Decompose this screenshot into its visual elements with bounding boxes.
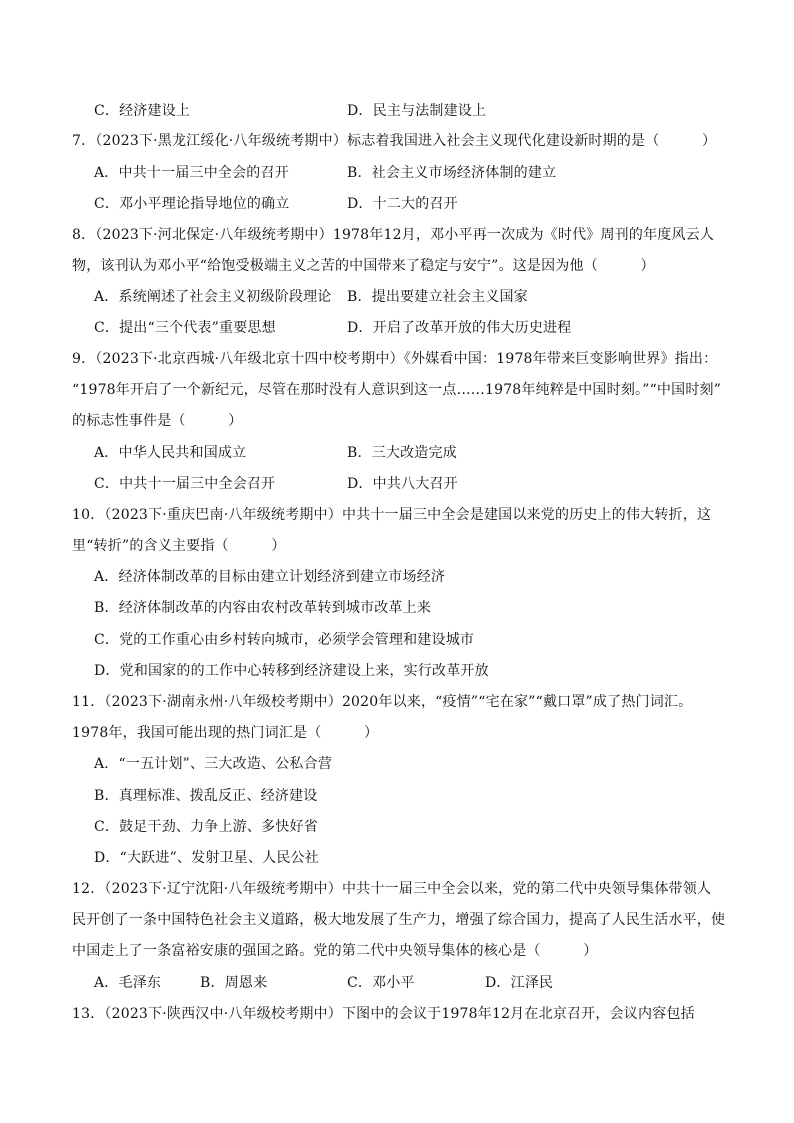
question-7-option-b: B．社会主义市场经济体制的建立 [347,165,557,181]
question-10-option-a: A．经济体制改革的目标由建立计划经济到建立市场经济 [94,569,446,585]
question-11-stem-line-1: 11．（2023下·湖南永州·八年级校考期中）2020年以来，“疫情”“宅在家”“戴口罩”成了热门词汇。 [72,694,693,710]
question-10-stem-line-1: 10．（2023下·重庆巴南·八年级统考期中）中共十一届三中全会是建国以来党的历史上的伟大转折，这 [72,507,712,523]
question-10-stem-line-2: 里“转折”的含义主要指（ ） [72,538,286,554]
prev-option-d: D．民主与法制建设上 [347,103,487,119]
question-8-stem-line-1: 8．（2023下·河北保定·八年级统考期中）1978年12月，邓小平再一次成为《时代》周刊的年度风云人 [72,227,715,243]
question-8-option-c: C．提出“三个代表”重要思想 [94,320,276,336]
question-9-option-d: D．中共八大召开 [347,476,458,492]
question-7-option-d: D．十二大的召开 [347,196,458,212]
question-10-option-d: D．党和国家的的工作中心转移到经济建设上来，实行改革开放 [94,663,489,679]
question-7-stem: 7．（2023下·黑龙江绥化·八年级统考期中）标志着我国进入社会主义现代化建设新时期的是（ ） [72,133,717,149]
question-11-option-d: D．“大跃进”、发射卫星、人民公社 [94,850,319,866]
question-11-option-b: B．真理标准、拨乱反正、经济建设 [94,788,318,804]
question-12-option-c: C．邓小平 [347,975,415,991]
question-12-stem-line-1: 12．（2023下·辽宁沈阳·八年级统考期中）中共十一届三中全会以来，党的第二代中央领导集体带领人 [72,881,712,897]
question-12-option-d: D．江泽民 [485,975,554,991]
question-10-option-c: C．党的工作重心由乡村转向城市，必须学会管理和建设城市 [94,632,475,648]
question-8-option-d: D．开启了改革开放的伟大历史进程 [347,320,572,336]
question-12-stem-line-3: 中国走上了一条富裕安康的强国之路。党的第二代中央领导集体的核心是（ ） [72,943,598,959]
question-11-option-a: A．“一五计划”、三大改造、公私合营 [94,756,333,772]
question-12-stem-line-2: 民开创了一条中国特色社会主义道路，极大地发展了生产力，增强了综合国力，提高了人民生活水平，使 [72,912,726,928]
question-9-option-c: C．中共十一届三中全会召开 [94,476,276,492]
question-11-stem-line-2: 1978年，我国可能出现的热门词汇是（ ） [72,725,379,741]
question-10-option-b: B．经济体制改革的内容由农村改革转到城市改革上来 [94,600,432,616]
question-8-stem-line-2: 物，该刊认为邓小平“给饱受极端主义之苦的中国带来了稳定与安宁”。这是因为他（ ） [72,258,655,274]
prev-option-c: C．经济建设上 [94,103,191,119]
question-7-option-c: C．邓小平理论指导地位的确立 [94,196,290,212]
question-12-option-b: B．周恩来 [200,975,268,991]
question-9-stem-line-1: 9．（2023下·北京西城·八年级北京十四中校考期中）《外媒看中国：1978年带来巨变影响世界》指出： [72,351,718,367]
question-8-option-a: A．系统阐述了社会主义初级阶段理论 [94,289,332,305]
question-9-option-a: A．中华人民共和国成立 [94,445,247,461]
question-13-stem-line-1: 13．（2023下·陕西汉中·八年级校考期中）下图中的会议于1978年12月在北京召开，会议内容包括 [72,1006,695,1022]
question-9-option-b: B．三大改造完成 [347,445,457,461]
question-9-stem-line-3: 的标志性事件是（ ） [72,413,243,429]
question-11-option-c: C．鼓足干劲、力争上游、多快好省 [94,819,318,835]
question-12-option-a: A．毛泽东 [94,975,162,991]
question-8-option-b: B．提出要建立社会主义国家 [347,289,528,305]
question-9-stem-line-2: “1978年开启了一个新纪元，尽管在那时没有人意识到这一点……1978年纯粹是中国时刻。”“中国时刻” [72,382,722,398]
question-7-option-a: A．中共十一届三中全会的召开 [94,165,289,181]
